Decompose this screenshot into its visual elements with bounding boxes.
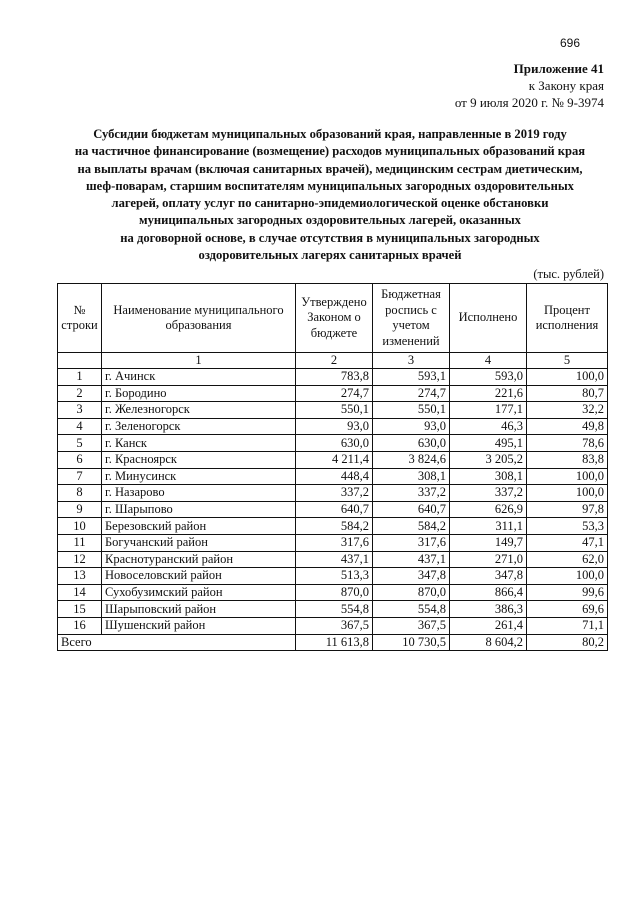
cell-budget-schedule: 550,1 (373, 402, 450, 419)
cell-approved: 367,5 (296, 617, 373, 634)
cell-executed: 495,1 (450, 435, 527, 452)
total-budget: 10 730,5 (373, 634, 450, 651)
cell-row-number: 1 (58, 369, 102, 386)
cell-percent: 47,1 (527, 534, 608, 551)
table-row (58, 584, 608, 601)
subsidy-table (57, 283, 608, 651)
cell-row-number: 13 (58, 568, 102, 585)
column-numbers-row (58, 353, 608, 369)
title-line: муниципальных загородных оздоровительных лагерей, оказанных (139, 213, 521, 228)
cell-approved: 870,0 (296, 584, 373, 601)
table-row (58, 601, 608, 618)
total-row (58, 634, 608, 651)
cell-municipality: г. Назарово (102, 485, 296, 502)
cell-budget-schedule: 584,2 (373, 518, 450, 535)
cell-row-number: 12 (58, 551, 102, 568)
cell-municipality: г. Канск (102, 435, 296, 452)
table-row (58, 568, 608, 585)
title-line: оздоровительных лагерях санитарных врачей (198, 248, 462, 263)
cell-row-number: 6 (58, 451, 102, 468)
cell-municipality: г. Бородино (102, 385, 296, 402)
cell-approved: 550,1 (296, 402, 373, 419)
cell-approved: 783,8 (296, 369, 373, 386)
table-body (58, 369, 608, 635)
table-header-row (58, 284, 608, 353)
table-row (58, 402, 608, 419)
cell-executed: 308,1 (450, 468, 527, 485)
cell-executed: 311,1 (450, 518, 527, 535)
cell-approved: 4 211,4 (296, 451, 373, 468)
header-approved: Утверждено Законом о бюджете (296, 284, 373, 353)
column-number: 4 (450, 353, 527, 369)
cell-percent: 62,0 (527, 551, 608, 568)
cell-row-number: 2 (58, 385, 102, 402)
column-number: 2 (296, 353, 373, 369)
total-approved: 11 613,8 (296, 634, 373, 651)
total-label: Всего (58, 634, 296, 651)
cell-approved: 513,3 (296, 568, 373, 585)
title-line: лагерей, оплату услуг по санитарно-эпидемиологической оценке обстановки (111, 196, 549, 211)
cell-municipality: г. Железногорск (102, 402, 296, 419)
appendix-title: Приложение 41 (513, 61, 604, 76)
units-label: (тыс. рублей) (533, 267, 604, 281)
header-budget-schedule: Бюджетная роспись с учетом изменений (373, 284, 450, 353)
cell-executed: 337,2 (450, 485, 527, 502)
cell-budget-schedule: 274,7 (373, 385, 450, 402)
total-percent: 80,2 (527, 634, 608, 651)
table-row (58, 468, 608, 485)
table-row (58, 385, 608, 402)
cell-approved: 337,2 (296, 485, 373, 502)
cell-percent: 83,8 (527, 451, 608, 468)
cell-municipality: Шарыповский район (102, 601, 296, 618)
title-line: Субсидии бюджетам муниципальных образований края, направленные в 2019 году (93, 127, 567, 141)
cell-executed: 386,3 (450, 601, 527, 618)
cell-budget-schedule: 308,1 (373, 468, 450, 485)
header-municipality: Наименование муниципального образования (102, 284, 296, 353)
cell-row-number: 10 (58, 518, 102, 535)
cell-municipality: г. Зеленогорск (102, 418, 296, 435)
table-row (58, 551, 608, 568)
column-number: 3 (373, 353, 450, 369)
cell-approved: 437,1 (296, 551, 373, 568)
cell-approved: 93,0 (296, 418, 373, 435)
cell-approved: 274,7 (296, 385, 373, 402)
cell-budget-schedule: 317,6 (373, 534, 450, 551)
page-number: 696 (560, 36, 581, 50)
cell-percent: 97,8 (527, 501, 608, 518)
cell-executed: 261,4 (450, 617, 527, 634)
cell-percent: 49,8 (527, 418, 608, 435)
cell-budget-schedule: 640,7 (373, 501, 450, 518)
cell-executed: 46,3 (450, 418, 527, 435)
cell-row-number: 5 (58, 435, 102, 452)
cell-approved: 630,0 (296, 435, 373, 452)
cell-percent: 99,6 (527, 584, 608, 601)
title-line: на договорной основе, в случае отсутствия в муниципальных загородных (120, 230, 540, 245)
cell-executed: 866,4 (450, 584, 527, 601)
cell-percent: 32,2 (527, 402, 608, 419)
cell-percent: 100,0 (527, 568, 608, 585)
column-number: 1 (102, 353, 296, 369)
appendix-block (455, 60, 604, 111)
cell-executed: 626,9 (450, 501, 527, 518)
cell-row-number: 8 (58, 485, 102, 502)
cell-municipality: Краснотуранский район (102, 551, 296, 568)
cell-budget-schedule: 593,1 (373, 369, 450, 386)
cell-municipality: г. Шарыпово (102, 501, 296, 518)
table-row (58, 534, 608, 551)
table-row (58, 501, 608, 518)
header-row-number: № строки (58, 284, 102, 353)
cell-municipality: Березовский район (102, 518, 296, 535)
cell-municipality: г. Красноярск (102, 451, 296, 468)
header-executed: Исполнено (450, 284, 527, 353)
header-percent: Процент исполнения (527, 284, 608, 353)
cell-budget-schedule: 3 824,6 (373, 451, 450, 468)
cell-row-number: 3 (58, 402, 102, 419)
cell-percent: 78,6 (527, 435, 608, 452)
table-row (58, 418, 608, 435)
document-title (50, 126, 610, 264)
total-executed: 8 604,2 (450, 634, 527, 651)
cell-executed: 221,6 (450, 385, 527, 402)
cell-budget-schedule: 93,0 (373, 418, 450, 435)
cell-row-number: 14 (58, 584, 102, 601)
cell-percent: 71,1 (527, 617, 608, 634)
appendix-law-date: от 9 июля 2020 г. № 9-3974 (454, 95, 604, 110)
cell-row-number: 16 (58, 617, 102, 634)
table-row (58, 518, 608, 535)
cell-percent: 100,0 (527, 485, 608, 502)
cell-budget-schedule: 347,8 (373, 568, 450, 585)
cell-budget-schedule: 554,8 (373, 601, 450, 618)
cell-municipality: Новоселовский район (102, 568, 296, 585)
table-row (58, 369, 608, 386)
cell-approved: 317,6 (296, 534, 373, 551)
cell-row-number: 7 (58, 468, 102, 485)
table-row (58, 485, 608, 502)
cell-budget-schedule: 870,0 (373, 584, 450, 601)
cell-approved: 584,2 (296, 518, 373, 535)
table-row (58, 617, 608, 634)
cell-executed: 3 205,2 (450, 451, 527, 468)
cell-budget-schedule: 337,2 (373, 485, 450, 502)
column-number: 5 (527, 353, 608, 369)
cell-municipality: Сухобузимский район (102, 584, 296, 601)
cell-row-number: 4 (58, 418, 102, 435)
cell-row-number: 11 (58, 534, 102, 551)
cell-percent: 53,3 (527, 518, 608, 535)
cell-approved: 448,4 (296, 468, 373, 485)
cell-executed: 347,8 (450, 568, 527, 585)
cell-percent: 100,0 (527, 468, 608, 485)
cell-budget-schedule: 367,5 (373, 617, 450, 634)
appendix-law-reference: к Закону края (528, 78, 604, 93)
cell-municipality: г. Минусинск (102, 468, 296, 485)
cell-executed: 149,7 (450, 534, 527, 551)
title-line: на частичное финансирование (возмещение) расходов муниципальных образований края (74, 144, 586, 159)
cell-percent: 80,7 (527, 385, 608, 402)
cell-municipality: г. Ачинск (102, 369, 296, 386)
cell-budget-schedule: 630,0 (373, 435, 450, 452)
cell-budget-schedule: 437,1 (373, 551, 450, 568)
cell-percent: 69,6 (527, 601, 608, 618)
table-row (58, 435, 608, 452)
cell-municipality: Богучанский район (102, 534, 296, 551)
cell-approved: 554,8 (296, 601, 373, 618)
column-number-blank (58, 353, 102, 369)
cell-executed: 593,0 (450, 369, 527, 386)
cell-approved: 640,7 (296, 501, 373, 518)
title-line: шеф-поварам, старшим воспитателям муниципальных загородных оздоровительных (86, 178, 574, 193)
cell-municipality: Шушенский район (102, 617, 296, 634)
cell-executed: 271,0 (450, 551, 527, 568)
cell-row-number: 15 (58, 601, 102, 618)
title-line: на выплаты врачам (включая санитарных врачей), медицинским сестрам диетическим, (77, 161, 583, 176)
cell-row-number: 9 (58, 501, 102, 518)
cell-percent: 100,0 (527, 369, 608, 386)
table-row (58, 451, 608, 468)
cell-executed: 177,1 (450, 402, 527, 419)
